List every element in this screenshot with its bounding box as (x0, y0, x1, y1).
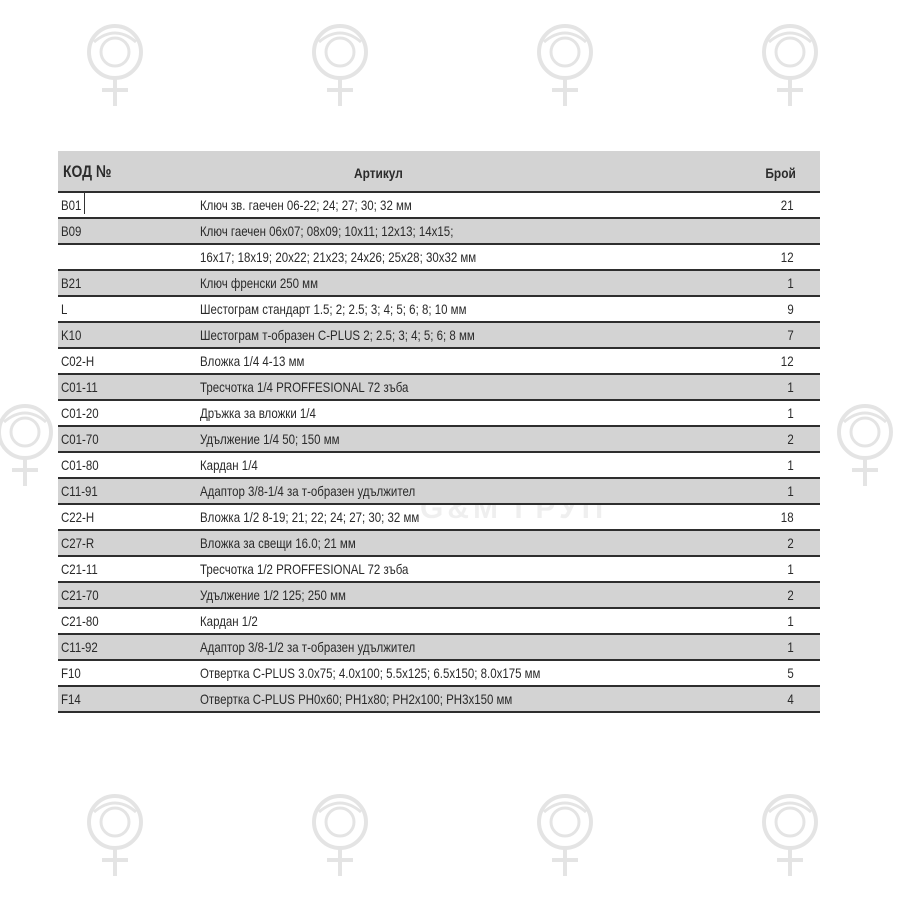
row-article: Дръжка за вложки 1/4 (200, 405, 316, 421)
table-row (58, 609, 820, 635)
row-article: Удължение 1/4 50; 150 мм (200, 431, 340, 447)
row-article: Тресчотка 1/2 PROFFESIONAL 72 зъба (200, 561, 409, 577)
row-code: C21-11 (61, 561, 98, 577)
row-qty: 1 (787, 275, 794, 291)
table-row (58, 583, 820, 609)
row-code: C01-80 (61, 457, 99, 473)
row-article: Тресчотка 1/4 PROFFESIONAL 72 зъба (200, 379, 409, 395)
row-qty: 21 (781, 197, 794, 213)
table-row (58, 531, 820, 557)
row-qty: 4 (787, 691, 794, 707)
row-code: C01-70 (61, 431, 99, 447)
row-code: C11-92 (61, 639, 98, 655)
row-article: Ключ гаечен 06x07; 08x09; 10x11; 12x13; 14x15; (200, 223, 454, 239)
table-row (58, 479, 820, 505)
watermark-logo-icon (80, 20, 150, 110)
row-article: Адаптор 3/8-1/4 за т-образен удължител (200, 483, 416, 499)
row-code: B21 (61, 275, 82, 291)
row-article: Кардан 1/2 (200, 613, 258, 629)
table-row (58, 635, 820, 661)
table-row (58, 375, 820, 401)
row-qty: 12 (781, 249, 794, 265)
row-article: Шестограм стандарт 1.5; 2; 2.5; 3; 4; 5; 6; 8; 10 мм (200, 301, 467, 317)
row-article: Шестограм т-образен C-PLUS 2; 2.5; 3; 4; 5; 6; 8 мм (200, 327, 475, 343)
watermark-text: G&M ГРУП (420, 492, 608, 525)
table-row (58, 271, 820, 297)
watermark-logo-icon (80, 790, 150, 880)
row-qty: 1 (787, 379, 794, 395)
header-article: Артикул (354, 165, 403, 181)
watermark-logo-icon (755, 790, 825, 880)
row-code: C27-R (61, 535, 95, 551)
table-row (58, 401, 820, 427)
row-code: C02-H (61, 353, 95, 369)
row-code: C01-20 (61, 405, 99, 421)
watermark-logo-icon (530, 20, 600, 110)
watermark-logo-icon (830, 400, 900, 490)
watermark-logo-icon (755, 20, 825, 110)
row-code: K10 (61, 327, 82, 343)
row-code: F10 (61, 665, 81, 681)
table-row (58, 505, 820, 531)
row-code: F14 (61, 691, 81, 707)
row-qty: 1 (787, 457, 794, 473)
table-row (58, 427, 820, 453)
row-qty: 1 (787, 561, 794, 577)
row-qty: 5 (787, 665, 794, 681)
row-code: C21-80 (61, 613, 99, 629)
table-row (58, 297, 820, 323)
row-article: Вложка за свещи 16.0; 21 мм (200, 535, 356, 551)
row-article: Отвертка C-PLUS 3.0x75; 4.0x100; 5.5x125; 6.5x150; 8.0x175 мм (200, 665, 541, 681)
table-row (58, 453, 820, 479)
table-header (58, 151, 820, 193)
row-code: C01-11 (61, 379, 98, 395)
table-row (58, 193, 820, 219)
table-row (58, 557, 820, 583)
watermark-logo-icon (305, 790, 375, 880)
row-code: C11-91 (61, 483, 98, 499)
row-article: Ключ френски 250 мм (200, 275, 318, 291)
parts-table (58, 151, 820, 713)
row-qty: 1 (787, 613, 794, 629)
row-article: Ключ зв. гаечен 06-22; 24; 27; 30; 32 мм (200, 197, 412, 213)
row-article: Удължение 1/2 125; 250 мм (200, 587, 346, 603)
table-row (58, 323, 820, 349)
row-code: C22-H (61, 509, 95, 525)
row-article: 16x17; 18x19; 20x22; 21x23; 24x26; 25x28; 30x32 мм (200, 249, 477, 265)
row-article: Кардан 1/4 (200, 457, 258, 473)
row-code: B01 (61, 197, 82, 213)
row-article: Вложка 1/2 8-19; 21; 22; 24; 27; 30; 32 мм (200, 509, 420, 525)
row-qty: 2 (787, 587, 794, 603)
header-qty: Брой (765, 165, 796, 181)
table-row (58, 245, 820, 271)
row-code: B09 (61, 223, 82, 239)
table-row (58, 219, 820, 245)
row-article: Адаптор 3/8-1/2 за т-образен удължител (200, 639, 416, 655)
watermark-logo-icon (530, 790, 600, 880)
row-qty: 9 (787, 301, 794, 317)
watermark-logo-icon (305, 20, 375, 110)
row-qty: 1 (787, 483, 794, 499)
row-qty: 2 (787, 535, 794, 551)
row-qty: 1 (787, 405, 794, 421)
table-row (58, 687, 820, 713)
row-qty: 18 (781, 509, 794, 525)
watermark-logo-icon (0, 400, 60, 490)
row-qty: 7 (787, 327, 794, 343)
table-row (58, 349, 820, 375)
text-cursor (84, 192, 85, 214)
row-qty: 1 (787, 639, 794, 655)
row-code: L (61, 301, 68, 317)
row-qty: 2 (787, 431, 794, 447)
row-article: Отвертка C-PLUS PH0x60; PH1x80; PH2x100; PH3x150 мм (200, 691, 513, 707)
row-qty: 12 (781, 353, 794, 369)
row-code: C21-70 (61, 587, 99, 603)
table-body (58, 193, 820, 713)
row-article: Вложка 1/4 4-13 мм (200, 353, 305, 369)
table-row (58, 661, 820, 687)
header-code: КОД № (63, 162, 112, 181)
